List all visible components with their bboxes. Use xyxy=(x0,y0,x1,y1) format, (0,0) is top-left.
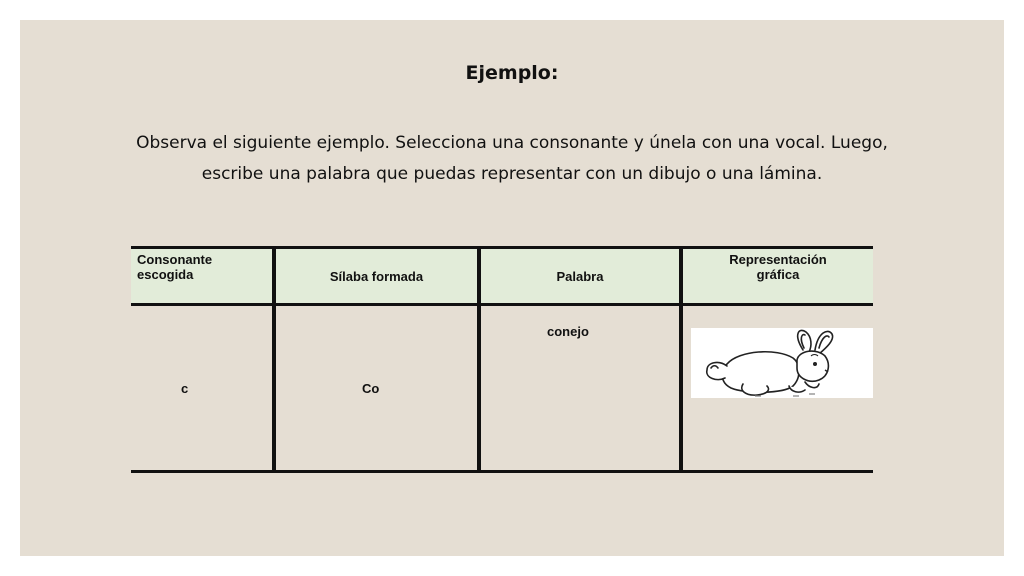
header-consonante-line-2: escogida xyxy=(137,267,194,282)
instructions-line-1: Observa el siguiente ejemplo. Selecciona una consonante y únela con una vocal. Luego, xyxy=(136,133,888,153)
table-header-row xyxy=(131,248,873,305)
header-silaba: Sílaba formada xyxy=(274,248,479,305)
cell-silaba: Co xyxy=(274,305,479,472)
instructions-text xyxy=(80,128,944,190)
header-palabra: Palabra xyxy=(479,248,681,305)
instructions-line-2: escribe una palabra que puedas representar con un dibujo o una lámina. xyxy=(201,164,823,184)
slide-title: Ejemplo: xyxy=(465,62,559,84)
header-representacion-line-1: Representación xyxy=(729,252,827,267)
header-consonante-line-1: Consonante xyxy=(137,252,213,267)
example-table xyxy=(131,246,873,473)
cell-representacion xyxy=(681,305,873,472)
header-representacion xyxy=(681,248,873,305)
bunny-drawing-icon xyxy=(691,328,873,398)
cell-consonante: c xyxy=(131,305,274,472)
table-row xyxy=(131,305,873,472)
header-representacion-line-2: gráfica xyxy=(756,267,800,282)
header-consonante xyxy=(131,248,274,305)
cell-palabra: conejo xyxy=(479,305,681,472)
slide xyxy=(20,20,1004,556)
